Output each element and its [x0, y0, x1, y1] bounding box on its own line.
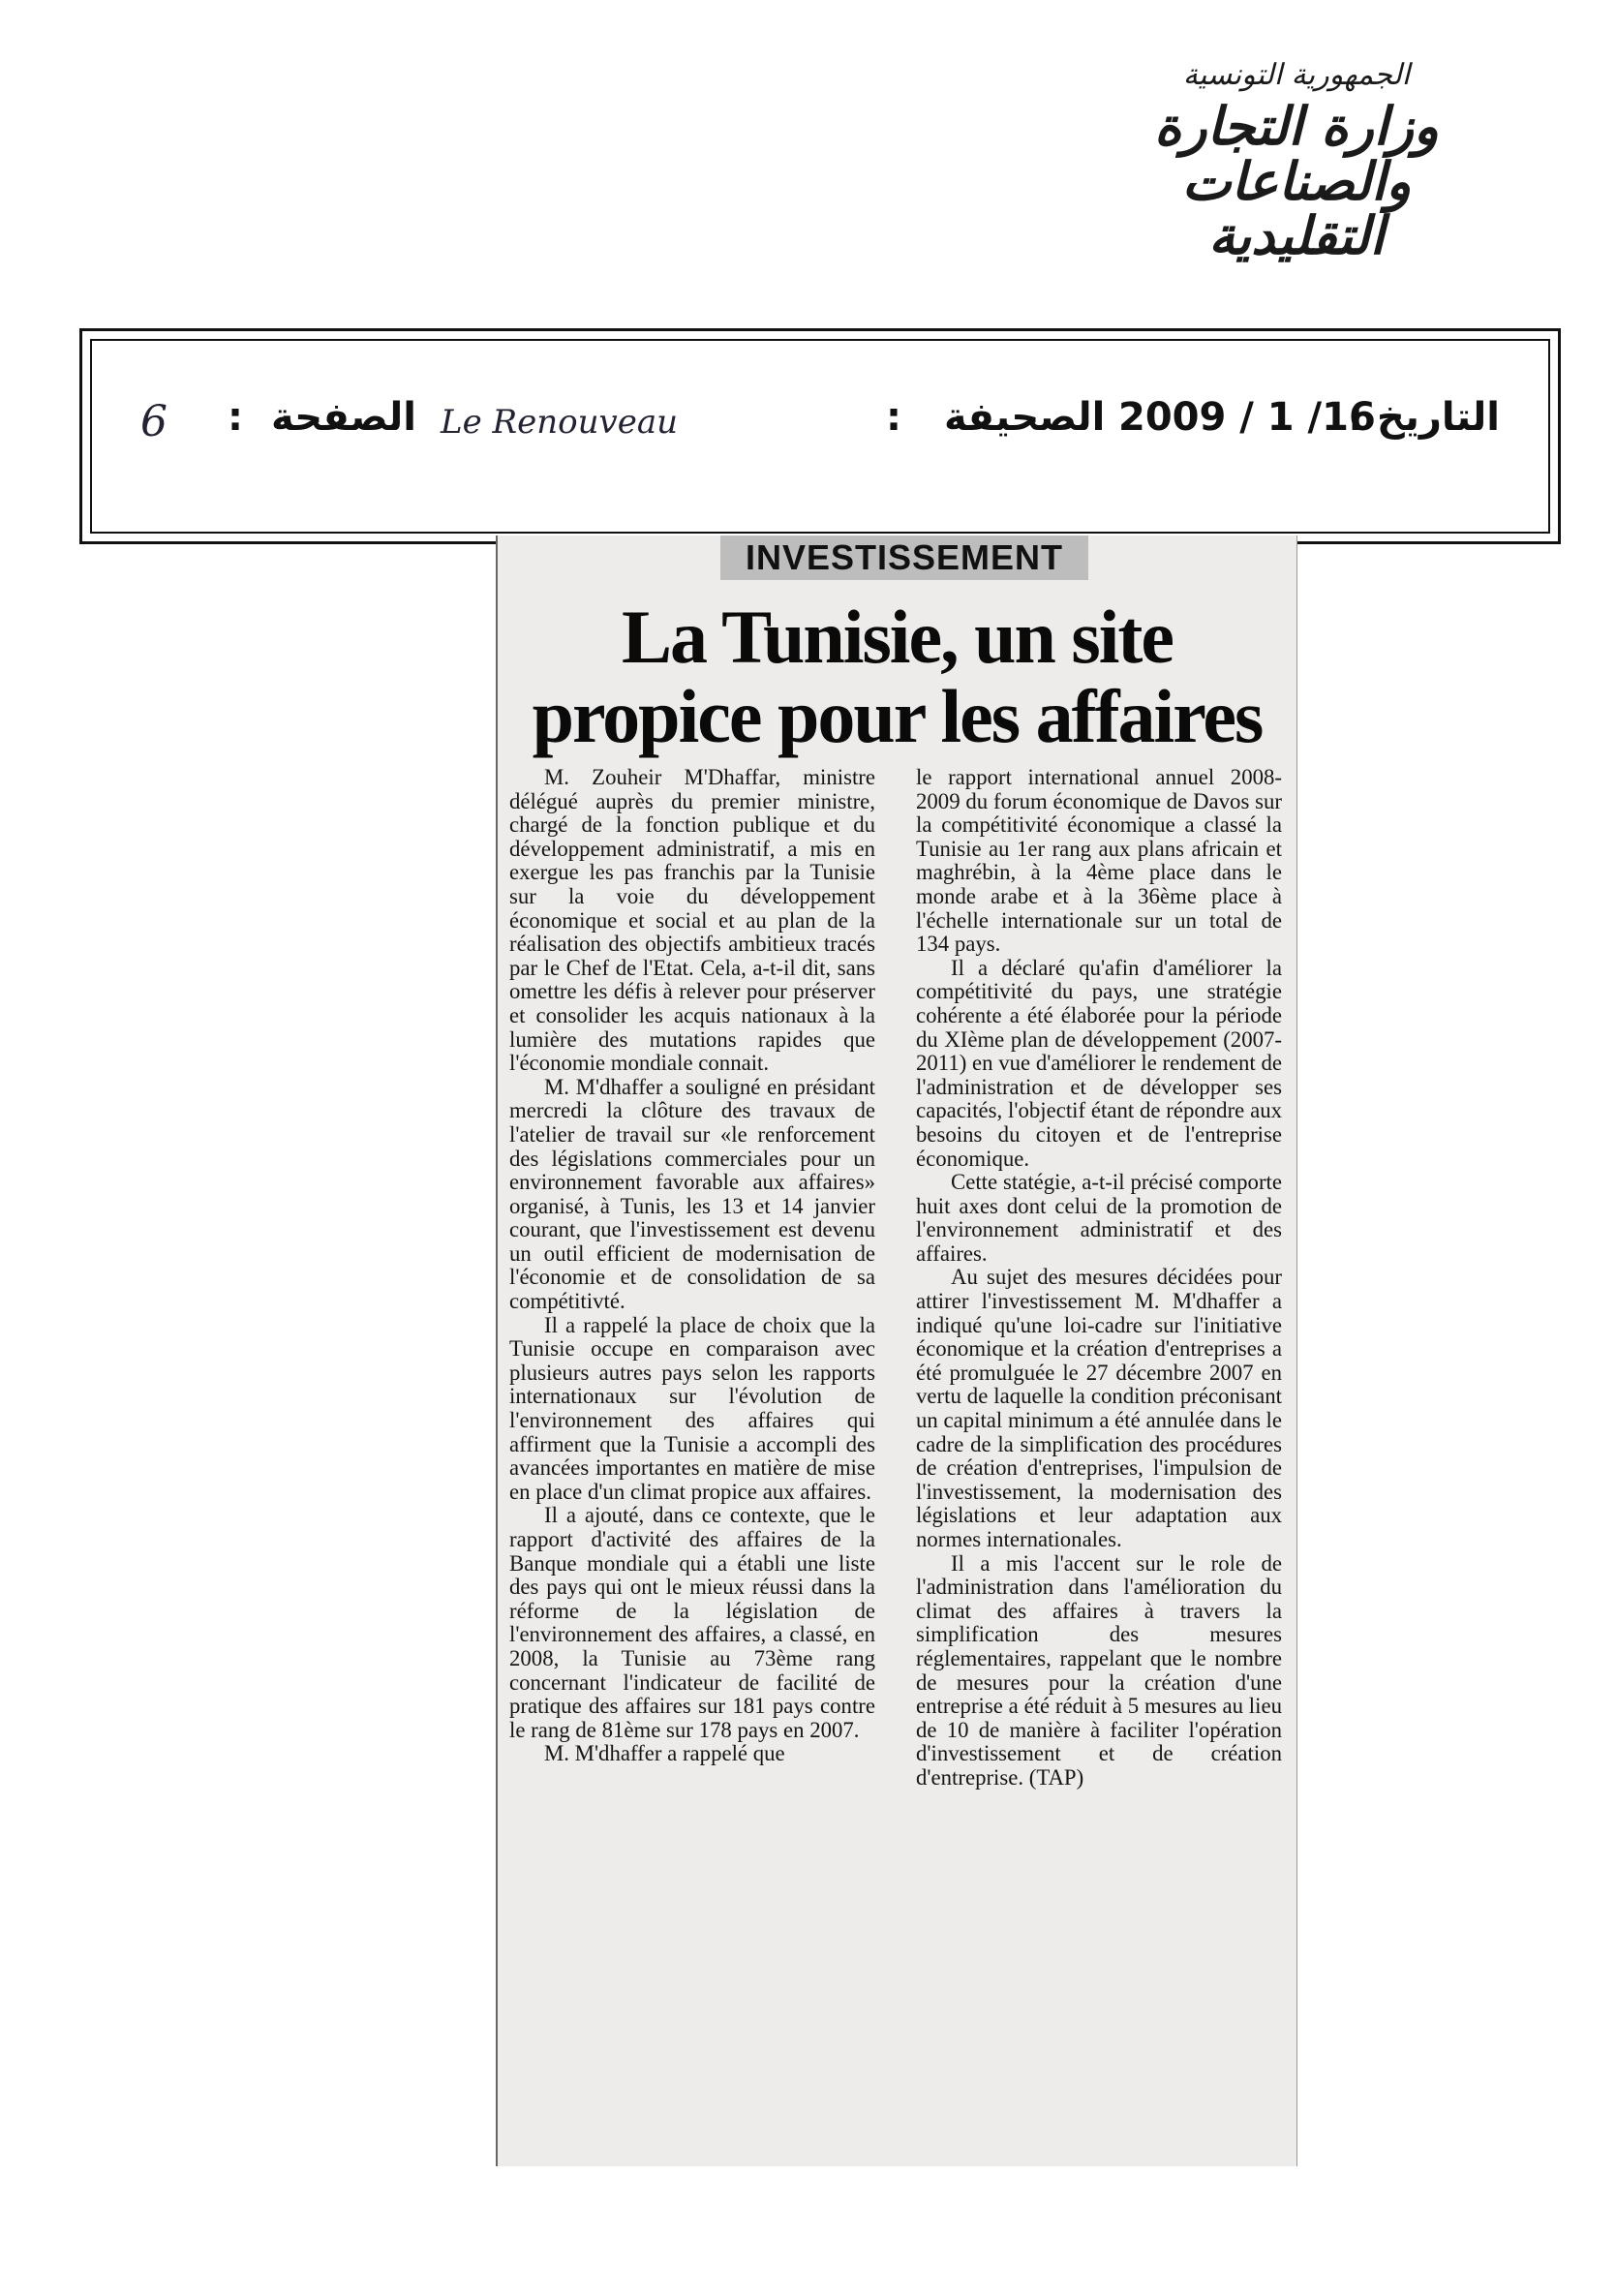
newspaper-clipping [496, 536, 1297, 2166]
paragraph: M. M'dhaffer a rappelé que [544, 1741, 785, 1766]
ministry-subname-line: والصناعات التقليدية [1181, 150, 1412, 267]
page-separator: : [228, 395, 243, 440]
paragraph: le rapport international annuel 2008-2009 du forum économique de Davos sur la compétitivité économique a classé la Tunisie au 1er rang aux plans africain et maghrébin, à la 4ème place dans le monde arabe et à la 36ème place à l'échelle internationale sur un total de 134 pays. [916, 765, 1282, 957]
paragraph: Il a rappelé la place de choix que la Tunisie occupe en comparaison avec plusieurs autres pays selon les rapports internationaux sur l'évolution de l'environnement des affaires qui affirment que la Tunisie a accompli des avancées importantes en matière de mise en place d'un climat propice aux affaires. [509, 1312, 875, 1504]
section-kicker: INVESTISSEMENT [720, 536, 1088, 580]
ministry-name-line: وزارة التجارة [1154, 96, 1439, 157]
page-number-handwritten: 6 [140, 397, 168, 446]
paragraph: M. M'dhaffer a souligné en présidant mercredi la clôture des travaux de l'atelier de travail sur «le renforcement des législations commerciales pour un environnement favorable aux affaires» organisé, à Tunis, les 13 et 14 janvier courant, que l'investissement est devenu un outil efficient de modernisation de l'économie et de consolidation de sa compétitivté. [509, 1074, 875, 1314]
paragraph: Au sujet des mesures décidées pour attirer l'investissement M. M'dhaffer a indiqué qu'une loi-cadre sur l'initiative économique et la création d'entreprises a été promulguée le 27 décembre 2007 en vertu de laquelle la condition préconisant un capital minimum a été annulée dans le cadre de la simplification des procédures de création d'entreprises, l'impulsion de l'investissement, la modernisation des législations et leur adaptation aux normes internationales. [916, 1265, 1282, 1551]
headline-line-1: La Tunisie, un site [622, 595, 1173, 679]
paragraph: Il a ajouté, dans ce contexte, que le rapport d'activité des affaires de la Banque mondiale qui a établi une liste des pays qui ont le mieux réussi dans la réforme de la législation de l'environnement des affaires, a classé, en 2008, la Tunisie au 73ème rang concernant l'indicateur de facilité de pratique des affaires sur 181 pays contre le rang de 81ème sur 178 pays en 2007. [509, 1503, 875, 1742]
newspaper-name-handwritten: Le Renouveau [441, 403, 678, 442]
newspaper-label: الصحيفة [944, 395, 1106, 440]
article-column-right [916, 766, 1282, 1791]
date-value: 2009 / 1 /16 [1118, 395, 1376, 440]
clipping-info-frame [79, 328, 1561, 544]
article-headline [505, 597, 1289, 756]
headline-line-2: propice pour les affaires [532, 674, 1263, 758]
paragraph: Il a déclaré qu'afin d'améliorer la compétitivité du pays, une stratégie cohérente a été élaborée pour la période du XIème plan de développement (2007-2011) en vue d'améliorer le rendement de l'administration et de développer ses capacités, l'objectif étant de répondre aux besoins du citoyen et de l'entreprise économique. [916, 955, 1282, 1171]
republic-line: الجمهورية التونسية [1182, 58, 1411, 92]
paragraph: Cette statégie, a-t-il précisé comporte huit axes dont celui de la promotion de l'environnement administratif et des affaires. [916, 1170, 1282, 1266]
date-label: التاريخ : [1348, 395, 1500, 440]
ministry-letterhead [1093, 58, 1500, 267]
paragraph: Il a mis l'accent sur le role de l'administration dans l'amélioration du climat des affaires à travers la simplification des mesures réglementaires, rappelant que le nombre de mesures pour la création d'une entreprise a été réduit à 5 mesures au lieu de 10 de manière à faciliter l'opération d'investissement et de création d'entreprise. (TAP) [916, 1550, 1282, 1790]
page-label: الصفحة [271, 395, 417, 440]
article-column-left [509, 766, 875, 1766]
newspaper-separator: : [886, 395, 901, 440]
paragraph: M. Zouheir M'Dhaffar, ministre délégué auprès du premier ministre, chargé de la fonction publique et du développement administratif, a mis en exergue les pas franchis par la Tunisie sur la voie du développement économique et social et au plan de la réalisation des objectifs ambitieux tracés par le Chef de l'Etat. Cela, a-t-il dit, sans omettre les défis à relever pour préserver et consolider les acquis nationaux à la lumière des mutations rapides que l'économie mondiale connait. [509, 765, 875, 1076]
